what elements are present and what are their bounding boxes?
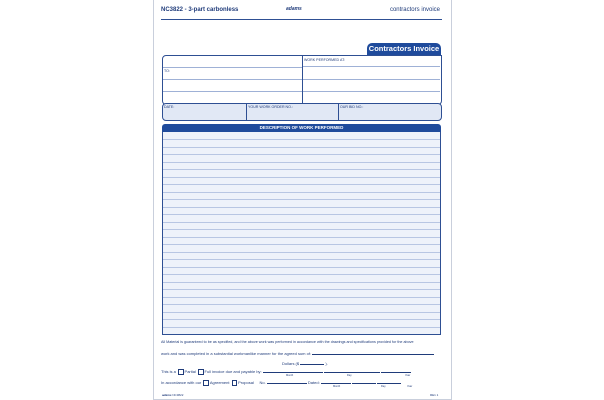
terms-line-2 [161, 350, 434, 356]
accordance-line [161, 379, 401, 386]
dollars-label: Dollars ($ [282, 361, 300, 366]
month-caption: Month [286, 374, 294, 377]
dollars-line [282, 360, 328, 366]
agreement-label: Agreement [209, 380, 230, 385]
wpa-line-3 [303, 91, 440, 92]
header-bar [161, 3, 442, 19]
agreed-sum-field[interactable] [312, 350, 434, 355]
proposal-label: Proposal [238, 380, 254, 385]
ruled-line [163, 192, 440, 193]
proposal-checkbox[interactable] [232, 380, 238, 386]
ruled-line [163, 282, 440, 283]
ruled-line [163, 297, 440, 298]
due-day-field[interactable] [324, 368, 380, 373]
ruled-line [163, 319, 440, 320]
ruled-line [163, 154, 440, 155]
product-name: contractors invoice [389, 7, 440, 13]
date-label: DATE: [164, 105, 175, 109]
this-is-a-label: This is a [161, 369, 176, 374]
our-bid-label: OUR BID NO.: [340, 105, 364, 109]
year-caption: Year [405, 374, 411, 377]
day-caption: Day [347, 374, 352, 377]
ruled-line [163, 327, 440, 328]
reference-box [162, 103, 442, 121]
product-code: NC3822 - 3-part carbonless [161, 7, 239, 13]
dated-month-field[interactable] [321, 379, 351, 384]
due-year-field[interactable] [381, 368, 411, 373]
dated-year-caption: Year [407, 385, 413, 388]
ruled-line [163, 139, 440, 140]
to-label: TO: [164, 69, 170, 73]
form-title: Contractors Invoice [368, 44, 440, 53]
wpa-line-1 [303, 66, 440, 67]
ruled-line [163, 229, 440, 230]
ruled-line [163, 304, 440, 305]
footer-code-left: NC3822 [172, 393, 184, 397]
to-line-2 [163, 79, 302, 80]
ruled-line [163, 214, 440, 215]
dollars-amount-field[interactable] [300, 360, 324, 365]
ruled-line [163, 199, 440, 200]
to-line-1 [163, 67, 302, 68]
dated-year-field[interactable] [377, 379, 401, 384]
ruled-line [163, 274, 440, 275]
ruled-line [163, 244, 440, 245]
ruled-line [163, 169, 440, 170]
ruled-line [163, 289, 440, 290]
ruled-line [163, 207, 440, 208]
reference-divider-1 [246, 103, 247, 120]
terms-line-2-text: work and was completed in a substantial workmanlike manner for the agreed sum of: [161, 351, 312, 356]
ruled-line [163, 252, 440, 253]
ruled-line [163, 237, 440, 238]
full-invoice-label: Full invoice due and payable by: [204, 369, 262, 374]
ruled-line [163, 312, 440, 313]
ruled-line [163, 177, 440, 178]
work-order-label: YOUR WORK ORDER NO.: [248, 105, 293, 109]
terms-line-1: All Material is guaranteed to be as specified, and the above work was performed in accordance with the drawings and specifications provided for the above [161, 340, 414, 344]
footer-code-right: RE1 1 [430, 393, 439, 397]
footer-brand-text: adams [162, 393, 172, 397]
partial-label: Partial [184, 369, 196, 374]
dated-day-field[interactable] [352, 379, 376, 384]
wpa-line-2 [303, 79, 440, 80]
work-performed-at-label: WORK PERFORMED AT: [304, 58, 345, 62]
ruled-line [163, 267, 440, 268]
ruled-line [163, 162, 440, 163]
agreement-number-field[interactable] [267, 379, 307, 384]
ruled-line [163, 184, 440, 185]
to-line-3 [163, 91, 302, 92]
no-label: No. [259, 380, 266, 385]
ruled-line [163, 222, 440, 223]
full-invoice-checkbox[interactable] [198, 369, 204, 375]
ruled-line [163, 259, 440, 260]
ruled-line [163, 147, 440, 148]
dated-label: Dated: [307, 380, 320, 385]
agreement-checkbox[interactable] [203, 380, 209, 386]
brand-logo: adams [286, 6, 302, 12]
reference-divider-2 [338, 103, 339, 120]
header-rule [161, 19, 442, 20]
footer-brand [162, 393, 183, 397]
due-month-field[interactable] [263, 368, 323, 373]
in-accordance-label: In accordance with our [161, 380, 202, 385]
dated-day-caption: Day [381, 385, 386, 388]
description-area [162, 132, 441, 335]
dollars-close: ). [325, 361, 328, 366]
partial-checkbox[interactable] [178, 369, 184, 375]
dated-month-caption: Month [333, 385, 341, 388]
description-header: DESCRIPTION OF WORK PERFORMED [162, 124, 441, 132]
